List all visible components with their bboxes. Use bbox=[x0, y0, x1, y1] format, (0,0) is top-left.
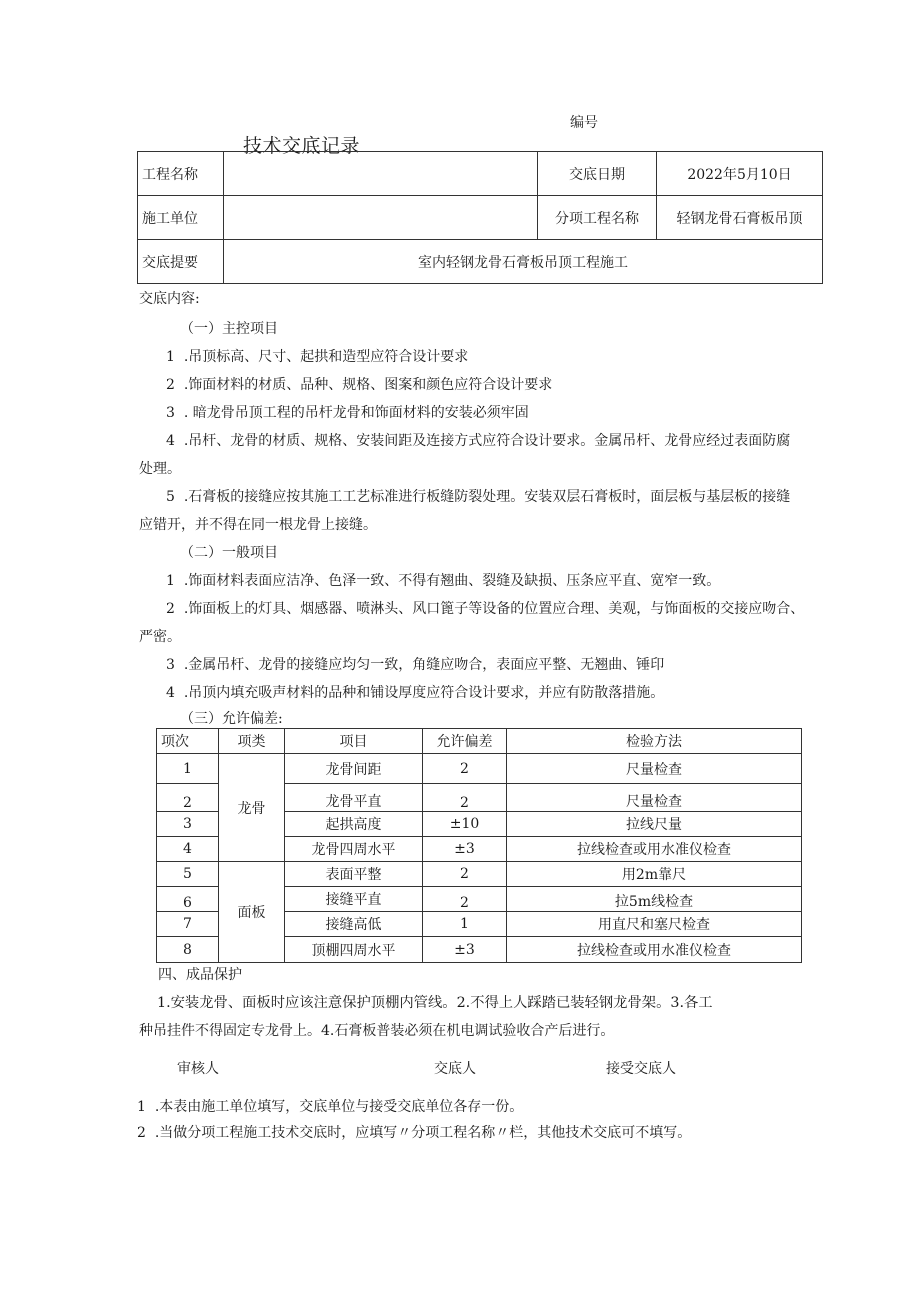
row-tolerance: 2 bbox=[423, 887, 507, 912]
row-tolerance: 1 bbox=[423, 912, 507, 937]
summary-value[interactable]: 室内轻钢龙骨石膏板吊顶工程施工 bbox=[224, 240, 823, 284]
header-row-unit bbox=[138, 196, 823, 240]
row-item: 表面平整 bbox=[285, 862, 423, 887]
table-header-row bbox=[157, 729, 802, 754]
row-category: 龙骨 bbox=[219, 754, 285, 862]
col-header-tolerance: 允许偏差 bbox=[423, 729, 507, 754]
project-name-value[interactable] bbox=[224, 152, 538, 196]
section4-title: 四、成品保护 bbox=[158, 967, 242, 983]
row-method: 用2m靠尺 bbox=[507, 862, 802, 887]
row-no: 4 bbox=[157, 837, 219, 862]
page-title: 技术交底记录 bbox=[243, 135, 361, 157]
header-table bbox=[137, 151, 823, 284]
row-no: 3 bbox=[157, 812, 219, 837]
list-item: 3 .金属吊杆、龙骨的接缝应均匀一致，角缝应吻合，表面应平整、无翘曲、锤印 bbox=[166, 657, 665, 673]
content-label: 交底内容: bbox=[139, 291, 200, 307]
list-item: 4 .吊杆、龙骨的材质、规格、安装间距及连接方式应符合设计要求。金属吊杆、龙骨应经过表面防腐 bbox=[166, 433, 791, 449]
subproject-value[interactable]: 轻钢龙骨石膏板吊顶 bbox=[657, 196, 823, 240]
col-header-method: 检验方法 bbox=[507, 729, 802, 754]
table-row bbox=[157, 862, 802, 887]
row-method: 拉线检查或用水准仪检查 bbox=[507, 837, 802, 862]
row-item: 龙骨四周水平 bbox=[285, 837, 423, 862]
section1-title: （一）主控项目 bbox=[180, 321, 278, 337]
header-row-project bbox=[138, 152, 823, 196]
tolerance-table bbox=[156, 728, 802, 963]
footnote: 1 .本表由施工单位填写，交底单位与接受交底单位各存一份。 bbox=[137, 1099, 524, 1115]
row-category: 面板 bbox=[219, 862, 285, 963]
row-item: 顶棚四周水平 bbox=[285, 937, 423, 963]
row-method: 尺量检查 bbox=[507, 754, 802, 784]
project-name-label: 工程名称 bbox=[138, 152, 224, 196]
row-method: 尺量检查 bbox=[507, 784, 802, 812]
section3-title: （三）允许偏差: bbox=[180, 711, 283, 727]
doc-number-label: 编号 bbox=[570, 115, 598, 131]
subproject-label: 分项工程名称 bbox=[538, 196, 657, 240]
row-item: 起拱高度 bbox=[285, 812, 423, 837]
row-method: 拉线尺量 bbox=[507, 812, 802, 837]
summary-label: 交底提要 bbox=[138, 240, 224, 284]
row-method: 拉线检查或用水准仪检查 bbox=[507, 937, 802, 963]
row-item: 接缝高低 bbox=[285, 912, 423, 937]
list-item: 3 . 暗龙骨吊顶工程的吊杆龙骨和饰面材料的安装必须牢固 bbox=[166, 405, 529, 421]
list-item-continuation: 应错开，并不得在同一根龙骨上接缝。 bbox=[139, 517, 377, 533]
col-header-no: 项次 bbox=[157, 729, 219, 754]
list-item: 1 .吊顶标高、尺寸、起拱和造型应符合设计要求 bbox=[166, 349, 469, 365]
row-tolerance: ±3 bbox=[423, 937, 507, 963]
row-no: 6 bbox=[157, 887, 219, 912]
row-method: 用直尺和塞尺检查 bbox=[507, 912, 802, 937]
construction-unit-value[interactable] bbox=[224, 196, 538, 240]
section2-title: （二）一般项目 bbox=[180, 545, 278, 561]
list-item: 5 .石膏板的接缝应按其施工工艺标准进行板缝防裂处理。安装双层石膏板时，面层板与基层板的接缝 bbox=[166, 489, 791, 505]
row-no: 5 bbox=[157, 862, 219, 887]
row-method: 拉5m线检查 bbox=[507, 887, 802, 912]
row-tolerance: ±10 bbox=[423, 812, 507, 837]
row-no: 8 bbox=[157, 937, 219, 963]
row-item: 接缝平直 bbox=[285, 887, 423, 912]
receiver-label: 接受交底人 bbox=[606, 1061, 676, 1077]
row-no: 1 bbox=[157, 754, 219, 784]
reviewer-label: 审核人 bbox=[177, 1061, 219, 1077]
row-tolerance: 2 bbox=[423, 862, 507, 887]
section4-line2: 种吊挂件不得固定专龙骨上。4.石膏板普装必须在机电调试验收合产后进行。 bbox=[139, 1023, 615, 1039]
col-header-category: 项类 bbox=[219, 729, 285, 754]
header-row-summary bbox=[138, 240, 823, 284]
row-item: 龙骨平直 bbox=[285, 784, 423, 812]
row-tolerance: ±3 bbox=[423, 837, 507, 862]
row-item: 龙骨间距 bbox=[285, 754, 423, 784]
list-item: 4 .吊顶内填充吸声材料的品种和铺设厚度应符合设计要求，并应有防散落措施。 bbox=[166, 685, 665, 701]
list-item: 1 .饰面材料表面应洁净、色泽一致、不得有翘曲、裂缝及缺损、压条应平直、宽窄一致。 bbox=[166, 573, 721, 589]
date-label: 交底日期 bbox=[538, 152, 657, 196]
list-item: 2 .饰面板上的灯具、烟感器、喷淋头、风口篦子等设备的位置应合理、美观，与饰面板的交接应吻合、 bbox=[166, 601, 805, 617]
discloser-label: 交底人 bbox=[434, 1061, 476, 1077]
row-tolerance: 2 bbox=[423, 754, 507, 784]
section4-line1: 1.安装龙骨、面板时应该注意保护顶棚内管线。2.不得上人踩踏已装轻钢龙骨架。3.各工 bbox=[157, 995, 713, 1011]
list-item-continuation: 处理。 bbox=[139, 461, 181, 477]
list-item-continuation: 严密。 bbox=[139, 629, 181, 645]
list-item: 2 .饰面材料的材质、品种、规格、图案和颜色应符合设计要求 bbox=[166, 377, 553, 393]
table-row bbox=[157, 754, 802, 784]
row-tolerance: 2 bbox=[423, 784, 507, 812]
footnote: 2 .当做分项工程施工技术交底时，应填写〃分项工程名称〃栏，其他技术交底可不填写。 bbox=[137, 1125, 692, 1141]
row-no: 7 bbox=[157, 912, 219, 937]
row-no: 2 bbox=[157, 784, 219, 812]
construction-unit-label: 施工单位 bbox=[138, 196, 224, 240]
date-value[interactable]: 2022年5月10日 bbox=[657, 152, 823, 196]
col-header-item: 项目 bbox=[285, 729, 423, 754]
